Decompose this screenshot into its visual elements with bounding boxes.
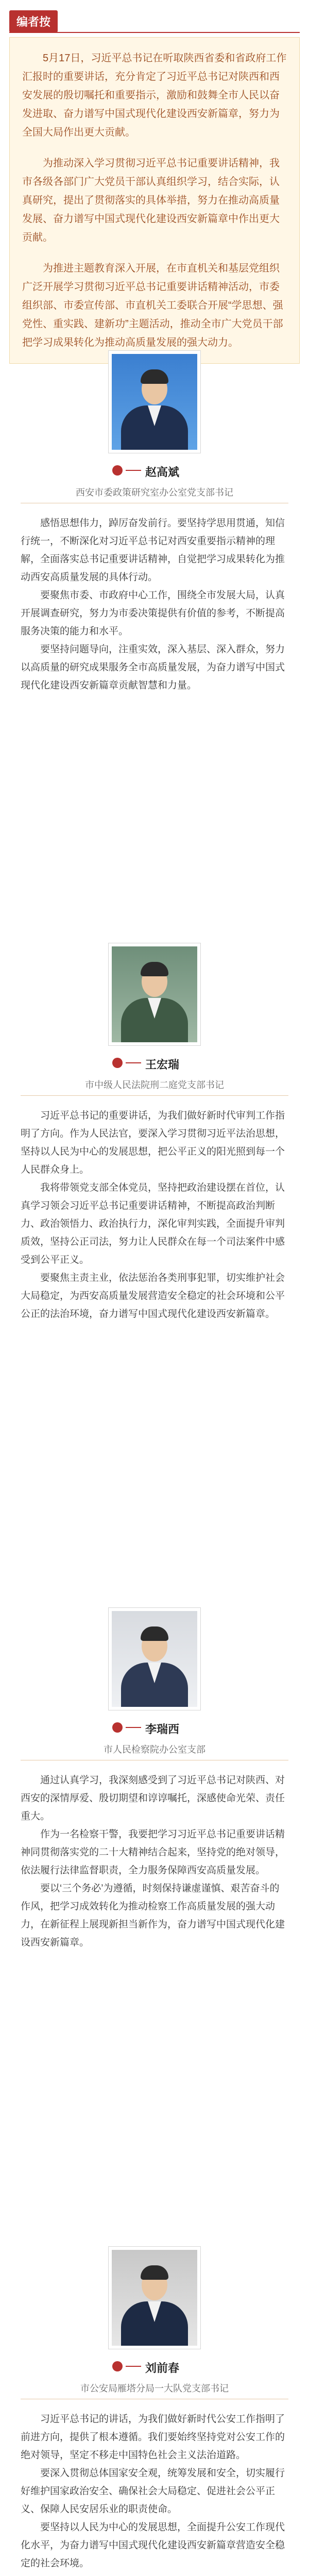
person-name: 王宏瑞	[145, 1058, 180, 1071]
bullet-icon	[112, 1722, 123, 1733]
name-bar	[0, 2359, 309, 2374]
statement-paragraph: 要深入贯彻总体国家安全观，统筹发展和安全，切实履行好维护国家政治安全、确保社会大局稳定、促进社会公平正义、保障人民安居乐业的职责使命。	[21, 2468, 285, 2515]
name-bar	[0, 1055, 309, 1071]
statement-paragraph: 作为一名检察干警，我要把学习习近平总书记重要讲话精神同贯彻落实党的二十大精神结合起来，坚持党的绝对领导，依法履行法律监督职责，全力服务保障西安高质量发展。	[21, 1829, 285, 1876]
person-unit: 西安市委政策研究室办公室党支部书记	[76, 487, 233, 498]
statement-paragraph: 要坚持问题导向，注重实效，深入基层、深入群众，努力以高质量的研究成果服务全市高质量发展，为奋力谱写中国式现代化建设西安新篇章贡献智慧和力量。	[21, 644, 285, 691]
portrait-photo	[112, 1611, 197, 1707]
person-statement	[21, 514, 288, 694]
bullet-icon	[112, 2361, 123, 2371]
divider	[21, 1095, 288, 1096]
statement-paragraph: 要聚焦主责主业，依法惩治各类刑事犯罪，切实维护社会大局稳定，为西安高质量发展营造安全稳定的社会环境和公平公正的法治环境，奋力谱写中国式现代化建设西安新篇章。	[21, 1273, 285, 1319]
statement-paragraph: 我将带领党支部全体党员，坚持把政治建设摆在首位，认真学习领会习近平总书记重要讲话精神，不断提高政治判断力、政治领悟力、政治执行力，深化审判实践，全面提升审判质效，坚持公正司法，努力让人民群众在每一个司法案件中感受到公平正义。	[21, 1182, 285, 1265]
portrait-photo	[112, 2250, 197, 2346]
person-name: 赵高斌	[145, 466, 180, 479]
person-statement	[21, 1771, 288, 1952]
statement-paragraph: 要以‘三个务必’为遵循，时刻保持谦虚谨慎、艰苦奋斗的作风，把学习成效转化为推动检察工作高质量发展的强大动力，在新征程上展现新担当新作为，奋力谱写中国式现代化建设西安新篇章。	[21, 1883, 285, 1948]
divider	[9, 32, 300, 33]
name-bar	[0, 463, 309, 478]
statement-paragraph: 要坚持以人民为中心的发展思想，全面提升公安工作现代化水平，为奋力谱写中国式现代化建设西安新篇章营造安全稳定的社会环境。	[21, 2522, 285, 2569]
statement-paragraph: 感悟思想伟力，踔厉奋发前行。要坚持学思用贯通，知信行统一，不断深化对习近平总书记对西安重要指示精神的理解，全面落实总书记重要讲话精神，自觉把学习成果转化为推动西安高质量发展的具体行动。	[21, 518, 285, 583]
statement-paragraph: 习近平总书记的重要讲话，为我们做好新时代审判工作指明了方向。作为人民法官，要深入学习贯彻习近平法治思想，坚持以人民为中心的发展思想，把公平正义的阳光照到每一个人民群众身上。	[21, 1110, 285, 1175]
portrait-photo	[112, 354, 197, 450]
portrait-frame	[108, 1607, 201, 1710]
portrait-frame	[108, 943, 201, 1046]
bullet-icon	[112, 465, 123, 476]
person-statement	[21, 1107, 288, 1323]
name-bar	[0, 1720, 309, 1735]
editor-note-box	[9, 37, 300, 364]
portrait-frame	[108, 2246, 201, 2349]
bullet-icon	[112, 1058, 123, 1068]
statement-paragraph: 习近平总书记的讲话，为我们做好新时代公安工作指明了前进方向，提供了根本遵循。我们要始终坚持党对公安工作的绝对领导，坚定不移走中国特色社会主义法治道路。	[21, 2414, 285, 2461]
statement-paragraph: 要聚焦市委、市政府中心工作，围绕全市发展大局，认真开展调查研究，努力为市委决策提供有价值的参考，不断提高服务决策的能力和水平。	[21, 590, 285, 637]
editor-paragraph: 为推动深入学习贯彻习近平总书记重要讲话精神，我市各级各部门广大党员干部认真组织学习，结合实际，认真研究，提出了贯彻落实的具体举措，努力在推动高质量发展、奋力谱写中国式现代化建设西安新篇章中作出更大贡献。	[22, 158, 280, 243]
editor-paragraph: 为推进主题教育深入开展，在市直机关和基层党组织广泛开展学习贯彻习近平总书记重要讲话精神活动，市委组织部、市委宣传部、市直机关工委联合开展“学思想、强党性、重实践、建新功”主题活动，推动全市广大党员干部把学习成果转化为推动高质量发展的强大动力。	[22, 263, 283, 348]
editor-paragraph: 5月17日，习近平总书记在听取陕西省委和省政府工作汇报时的重要讲话，充分肯定了习近平总书记对陕西和西安发展的殷切嘱托和重要指示，激励和鼓舞全市人民以奋发进取、奋力谱写中国式现代化建设西安新篇章，努力为全国大局作出更大贡献。	[22, 53, 287, 138]
portrait-photo	[112, 946, 197, 1042]
portrait-frame	[108, 350, 201, 453]
editor-note-tag: 编者按	[9, 10, 58, 32]
person-unit: 市人民检察院办公室支部	[104, 1744, 205, 1755]
person-unit: 市公安局雁塔分局一大队党支部书记	[80, 2383, 229, 2394]
person-name: 刘前春	[145, 2362, 180, 2375]
person-unit: 市中级人民法院刑二庭党支部书记	[85, 1080, 224, 1090]
statement-paragraph: 通过认真学习，我深刻感受到了习近平总书记对陕西、对西安的深情厚爱、殷切期望和谆谆嘱托，深感使命光荣、责任重大。	[21, 1775, 285, 1822]
person-name: 李瑞西	[145, 1723, 180, 1736]
person-statement	[21, 2410, 288, 2572]
